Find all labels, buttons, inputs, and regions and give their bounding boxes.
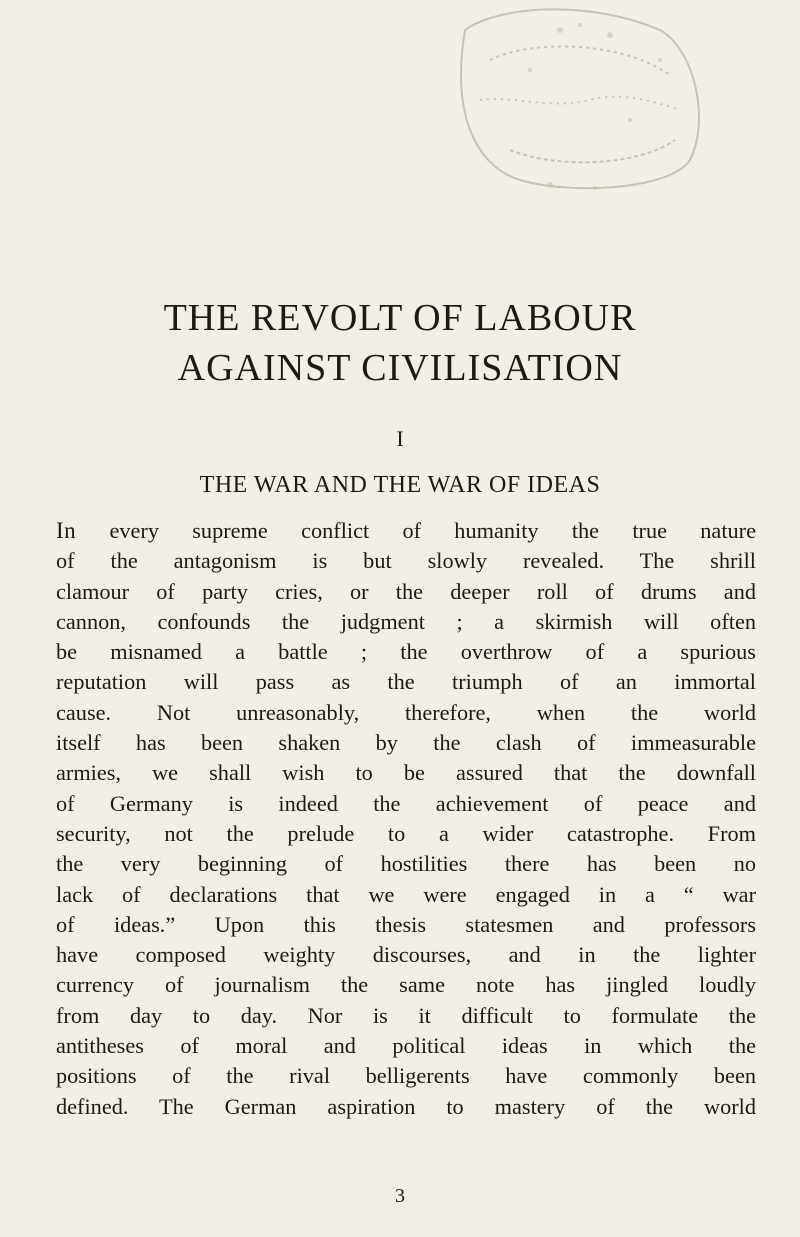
chapter-title: THE WAR AND THE WAR OF IDEAS <box>199 472 601 498</box>
body-line: clamour of party cries, or the deeper roll of drums and <box>56 578 756 604</box>
book-title-line-1: THE REVOLT OF LABOUR <box>163 297 637 339</box>
body-line: the very beginning of hostilities there has been no <box>56 851 756 877</box>
body-line: antitheses of moral and political ideas in which the <box>56 1033 756 1059</box>
library-stamp-mark <box>420 0 720 200</box>
body-line: reputation will pass as the triumph of an immortal <box>56 669 756 695</box>
body-line: cannon, confounds the judgment ; a skirmish will often <box>56 608 756 634</box>
body-line: lack of declarations that we were engaged in a “ war <box>56 881 756 907</box>
body-line: currency of journalism the same note has jingled loudly <box>56 972 756 998</box>
body-line <box>56 516 756 546</box>
book-title-line-2: AGAINST CIVILISATION <box>177 347 623 389</box>
body-line: positions of the rival belligerents have commonly been <box>56 1063 756 1089</box>
body-paragraph <box>56 516 756 1122</box>
body-line: of the antagonism is but slowly revealed. The shrill <box>56 548 756 574</box>
body-line: be misnamed a battle ; the overthrow of a spurious <box>56 639 756 665</box>
body-line: itself has been shaken by the clash of immeasurable <box>56 730 756 756</box>
body-line: have composed weighty discourses, and in the lighter <box>56 942 756 968</box>
chapter-number: I <box>396 426 404 451</box>
body-line: from day to day. Nor is it difficult to formulate the <box>56 1002 756 1028</box>
book-title <box>0 293 800 393</box>
body-line-text: every supreme conflict of humanity the true nature <box>76 518 756 543</box>
body-line: armies, we shall wish to be assured that the downfall <box>56 760 756 786</box>
body-line: security, not the prelude to a wider catastrophe. From <box>56 820 756 846</box>
body-line: cause. Not unreasonably, therefore, when the world <box>56 699 756 725</box>
body-line: of Germany is indeed the achievement of peace and <box>56 790 756 816</box>
page-number: 3 <box>395 1185 405 1207</box>
lead-word: In <box>56 518 77 543</box>
body-line: defined. The German aspiration to mastery of the world <box>56 1093 756 1119</box>
body-line: of ideas.” Upon this thesis statesmen and professors <box>56 911 756 937</box>
